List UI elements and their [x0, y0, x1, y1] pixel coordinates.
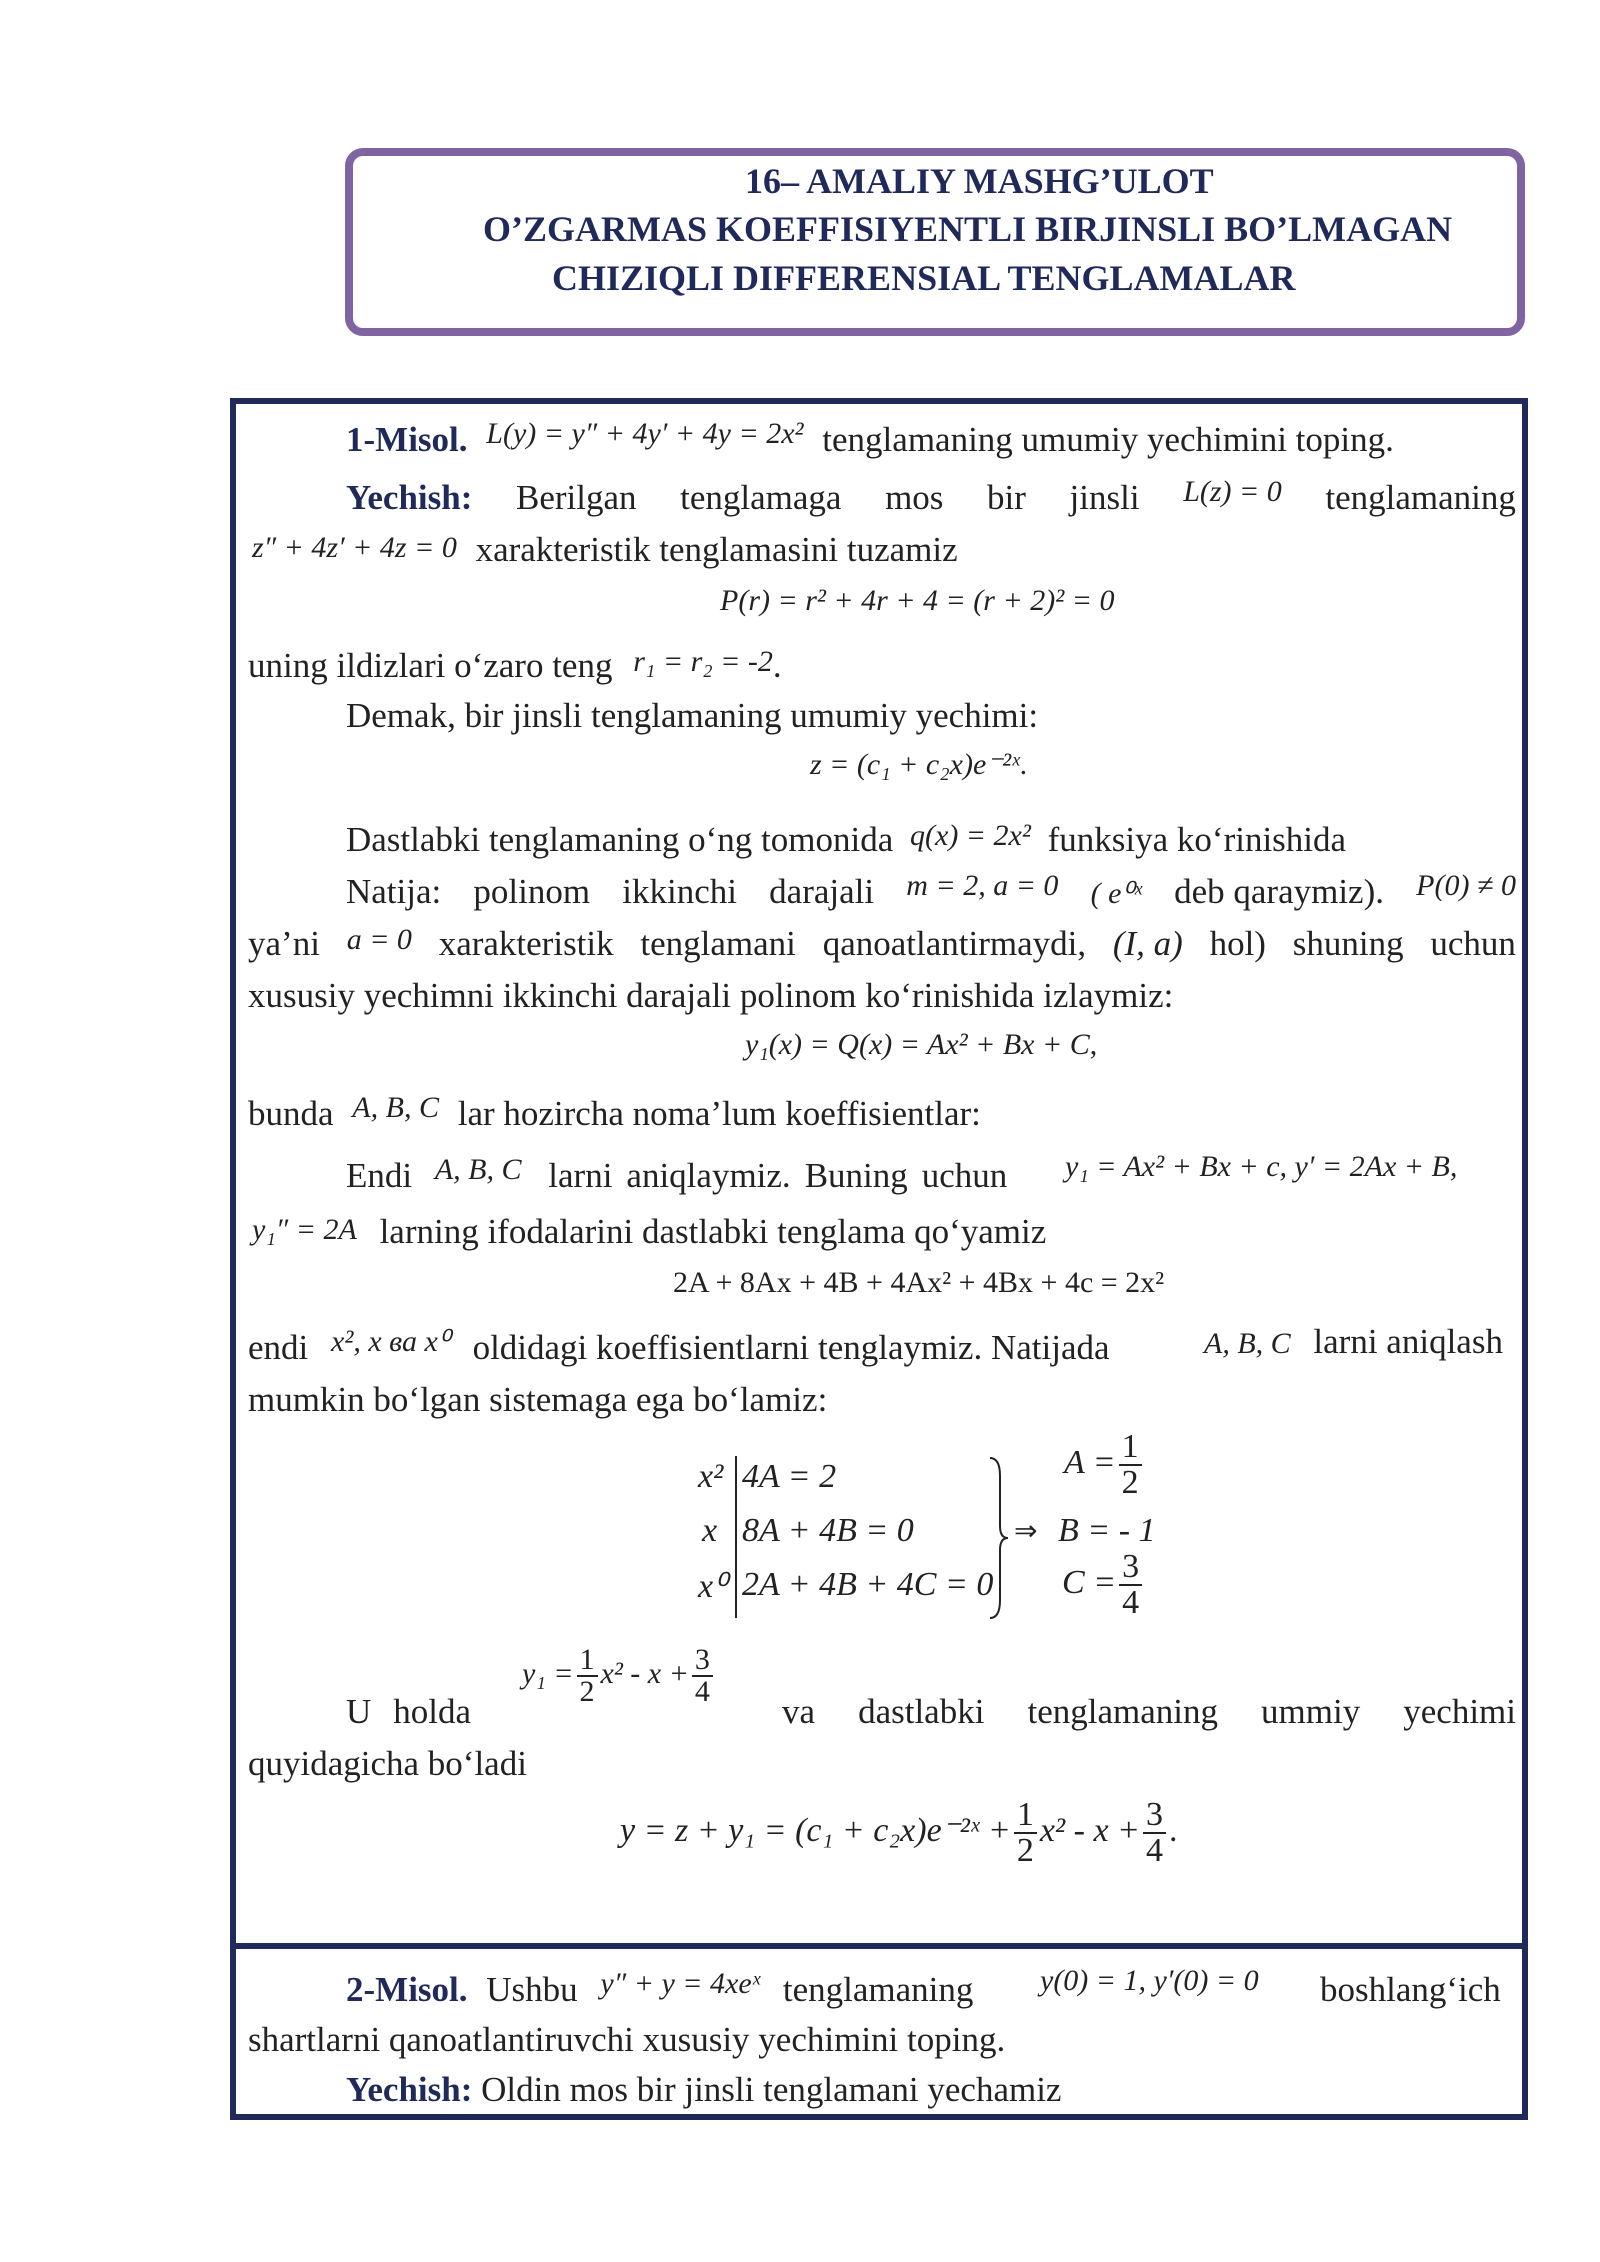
char-polynomial: P(r) = r² + 4r + 4 = (r + 2)² = 0	[720, 584, 1115, 617]
word: hol)	[1209, 924, 1266, 963]
denominator: 4	[1145, 1832, 1163, 1869]
denominator: 4	[694, 1675, 710, 1708]
word: endi	[248, 1328, 309, 1367]
word: holda	[393, 1692, 472, 1731]
va-line	[782, 1692, 1516, 1732]
title-line-1: 16– AMALIY MASHG’ULOT	[745, 161, 1214, 201]
section-divider	[232, 1943, 1526, 1949]
title-line-2: O’ZGARMAS KOEFFISIYENTLI BIRJINSLI BO’LMAGAN	[483, 209, 1453, 249]
word: ya’ni	[248, 924, 320, 963]
system-eq-2: 8A + 4B = 0	[742, 1512, 914, 1549]
general-solution	[620, 1798, 1177, 1868]
solution-b: B = - 1	[1058, 1512, 1156, 1549]
homogeneous-eq: L(z) = 0	[1183, 475, 1282, 508]
y1-rest: x² - x +	[600, 1656, 689, 1690]
roots-value: r₁ = r₂ = -2	[633, 645, 773, 678]
word: Berilgan	[516, 478, 637, 517]
roots-text: uning ildizlari o‘zaro teng	[248, 646, 613, 685]
char-text: xarakteristik tenglamasini tuzamiz	[475, 530, 958, 569]
demak-line: Demak, bir jinsli tenglamaning umumiy yechimi:	[346, 696, 1039, 735]
denominator: 2	[579, 1675, 595, 1708]
z-solution: z = (c₁ + c₂x)e⁻²ˣ	[810, 748, 1020, 781]
system-eq-1: 4A = 2	[742, 1458, 837, 1495]
degree-params: m = 2, a = 0	[906, 869, 1059, 902]
fraction	[1119, 1430, 1142, 1500]
fraction	[1119, 1550, 1142, 1620]
abc: A, B, C	[352, 1091, 439, 1124]
system-var-3: x⁰	[698, 1568, 727, 1605]
word: U	[346, 1692, 372, 1731]
word: Natija:	[346, 872, 442, 911]
y1-label: y₁ =	[522, 1656, 574, 1690]
numerator: 3	[692, 1645, 713, 1677]
example1-equation: L(y) = y″ + 4y′ + 4y = 2x²	[486, 417, 804, 450]
word: koeffisientlarni	[596, 1328, 810, 1367]
denominator: 2	[1121, 1464, 1139, 1501]
word: oldidagi	[472, 1328, 588, 1367]
example2-line2: shartlarni qanoatlantiruvchi xususiy yechimini toping.	[248, 2020, 1006, 2059]
dot: .	[1168, 1811, 1178, 1849]
example2-end: boshlang‘ich	[1320, 1970, 1501, 2009]
homogeneous-solution	[810, 748, 1027, 783]
endi2-end	[1204, 1322, 1503, 1362]
y1-final	[522, 1645, 716, 1707]
example2-solution-label: Yechish:	[346, 2070, 473, 2109]
word: Buning	[804, 1156, 908, 1195]
a-label: A =	[1064, 1443, 1116, 1481]
solution-c	[1062, 1550, 1145, 1620]
solution-text: Oldin mos bir jinsli tenglamani yechamiz	[481, 2070, 1062, 2109]
word: dastlabki	[858, 1692, 985, 1731]
word: tenglamaning	[1325, 478, 1516, 517]
title-line-3: CHIZIQLI DIFFERENSIAL TENGLAMALAR	[552, 258, 1296, 298]
endi2-line	[248, 1325, 1110, 1368]
example2-label: 2-Misol.	[346, 1970, 468, 2009]
system-var-2: x	[702, 1512, 718, 1549]
char-eq-line	[252, 530, 958, 570]
numerator: 1	[1119, 1430, 1142, 1466]
example1-task: tenglamaning umumiy yechimini toping.	[822, 420, 1394, 459]
word: shuning	[1292, 924, 1404, 963]
dot: .	[772, 646, 782, 685]
second-derivative: y₁″ = 2A	[252, 1213, 357, 1246]
roots-line	[248, 646, 782, 686]
word: bunda	[248, 1094, 334, 1133]
deriv2-text: larning ifodalarini dastlabki tenglama qo‘yamiz	[379, 1212, 1047, 1251]
word: ikkinchi	[622, 872, 737, 911]
word: bir	[987, 478, 1026, 517]
natija-line	[346, 869, 1516, 912]
implies-arrow: ⇒	[1014, 1516, 1038, 1547]
example2-solution	[346, 2070, 1061, 2110]
word: larni	[548, 1156, 613, 1195]
word: Natijada	[990, 1328, 1110, 1367]
solution-line	[346, 475, 1516, 518]
numerator: 3	[1143, 1798, 1166, 1834]
numerator: 1	[577, 1645, 598, 1677]
example2-line1	[346, 1967, 974, 2010]
rhs-line	[346, 820, 1346, 860]
p-zero: P(0) ≠ 0	[1416, 869, 1516, 902]
example1-label: 1-Misol.	[346, 420, 468, 459]
word: tenglamaning	[782, 1970, 974, 2009]
rhs-text: Dastlabki tenglamaning o‘ng tomonida	[346, 820, 894, 859]
fraction	[577, 1645, 598, 1707]
denominator: 4	[1122, 1584, 1140, 1621]
system-brace	[988, 1456, 1010, 1620]
word: larni aniqlash	[1313, 1322, 1503, 1361]
word: yechimi	[1403, 1692, 1516, 1731]
y1-form: y₁(x) = Q(x) = Ax² + Bx + C	[745, 1028, 1090, 1061]
mumkin-line: mumkin bo‘lgan sistemaga ega bo‘lamiz:	[248, 1380, 828, 1419]
word: tenglamani	[640, 924, 796, 963]
word: jinsli	[1069, 478, 1140, 517]
initial-conditions: y(0) = 1, y′(0) = 0	[1040, 1964, 1259, 1997]
c-label: C =	[1062, 1563, 1117, 1601]
solution-a	[1064, 1430, 1145, 1500]
word: Ushbu	[486, 1970, 578, 2009]
yani-line	[248, 924, 1516, 964]
word: mos	[885, 478, 944, 517]
quyidagicha-line: quyidagicha bo‘ladi	[248, 1744, 527, 1783]
bunda-text: lar hozircha noma’lum koeffisientlar:	[457, 1094, 981, 1133]
example1-line1	[346, 417, 1394, 460]
word: tenglaymiz.	[817, 1328, 983, 1367]
word: Endi	[346, 1156, 413, 1195]
fraction	[1014, 1798, 1037, 1868]
abc: A, B, C	[1204, 1327, 1291, 1360]
endi-line	[346, 1153, 1008, 1196]
substitution: 2A + 8Ax + 4B + 4Ax² + 4Bx + 4c = 2x²	[673, 1266, 1165, 1299]
bunda-line	[248, 1091, 981, 1134]
word: polinom	[473, 872, 591, 911]
char-equation: z″ + 4z′ + 4z = 0	[252, 531, 457, 564]
numerator: 1	[1014, 1798, 1037, 1834]
example2-equation: y″ + y = 4xeˣ	[600, 1967, 761, 2000]
abc: A, B, C	[434, 1153, 522, 1186]
word: ummiy	[1261, 1692, 1361, 1731]
rhs-function: q(x) = 2x²	[910, 819, 1031, 852]
word: darajali	[769, 872, 875, 911]
final-part-1: y = z + y₁ = (c₁ + c₂x)e⁻²ˣ +	[620, 1811, 1011, 1849]
word: uchun	[1430, 924, 1516, 963]
case-ref: (I, a)	[1112, 924, 1183, 963]
powers: x², x ва x⁰	[331, 1325, 450, 1358]
particular-form	[745, 1028, 1097, 1063]
a-zero: a = 0	[346, 923, 412, 956]
comma: ,	[1089, 1028, 1098, 1061]
system-eq-3: 2A + 4B + 4C = 0	[742, 1566, 994, 1603]
dot: .	[1019, 748, 1028, 781]
denominator: 2	[1016, 1832, 1034, 1869]
word: tenglamaning	[1027, 1692, 1218, 1731]
fraction	[692, 1645, 713, 1707]
word: deb qaraymiz).	[1174, 872, 1384, 911]
solution-label: Yechish:	[346, 478, 473, 517]
xususiy-line: xususiy yechimni ikkinchi darajali polinom ko‘rinishida izlaymiz:	[248, 976, 1174, 1015]
word: va	[782, 1692, 816, 1731]
numerator: 3	[1119, 1550, 1142, 1586]
fraction	[1143, 1798, 1166, 1868]
word: tenglamaga	[680, 478, 842, 517]
rhs-text-2: funksiya ko‘rinishida	[1047, 820, 1347, 859]
word: uchun	[921, 1156, 1008, 1195]
uholda-text	[346, 1692, 471, 1732]
deriv2-line	[252, 1212, 1046, 1252]
final-part-2: x² - x +	[1039, 1811, 1140, 1849]
exp-zero: ( e⁰ˣ	[1090, 877, 1142, 910]
word: xarakteristik	[438, 924, 614, 963]
system-var-1: x²	[698, 1458, 724, 1495]
word: aniqlaymiz.	[626, 1156, 791, 1195]
system-bar	[735, 1456, 737, 1618]
derivatives-1: y₁ = Ax² + Bx + c, y′ = 2Ax + B,	[1065, 1150, 1458, 1183]
word: qanoatlantirmaydi,	[822, 924, 1087, 963]
